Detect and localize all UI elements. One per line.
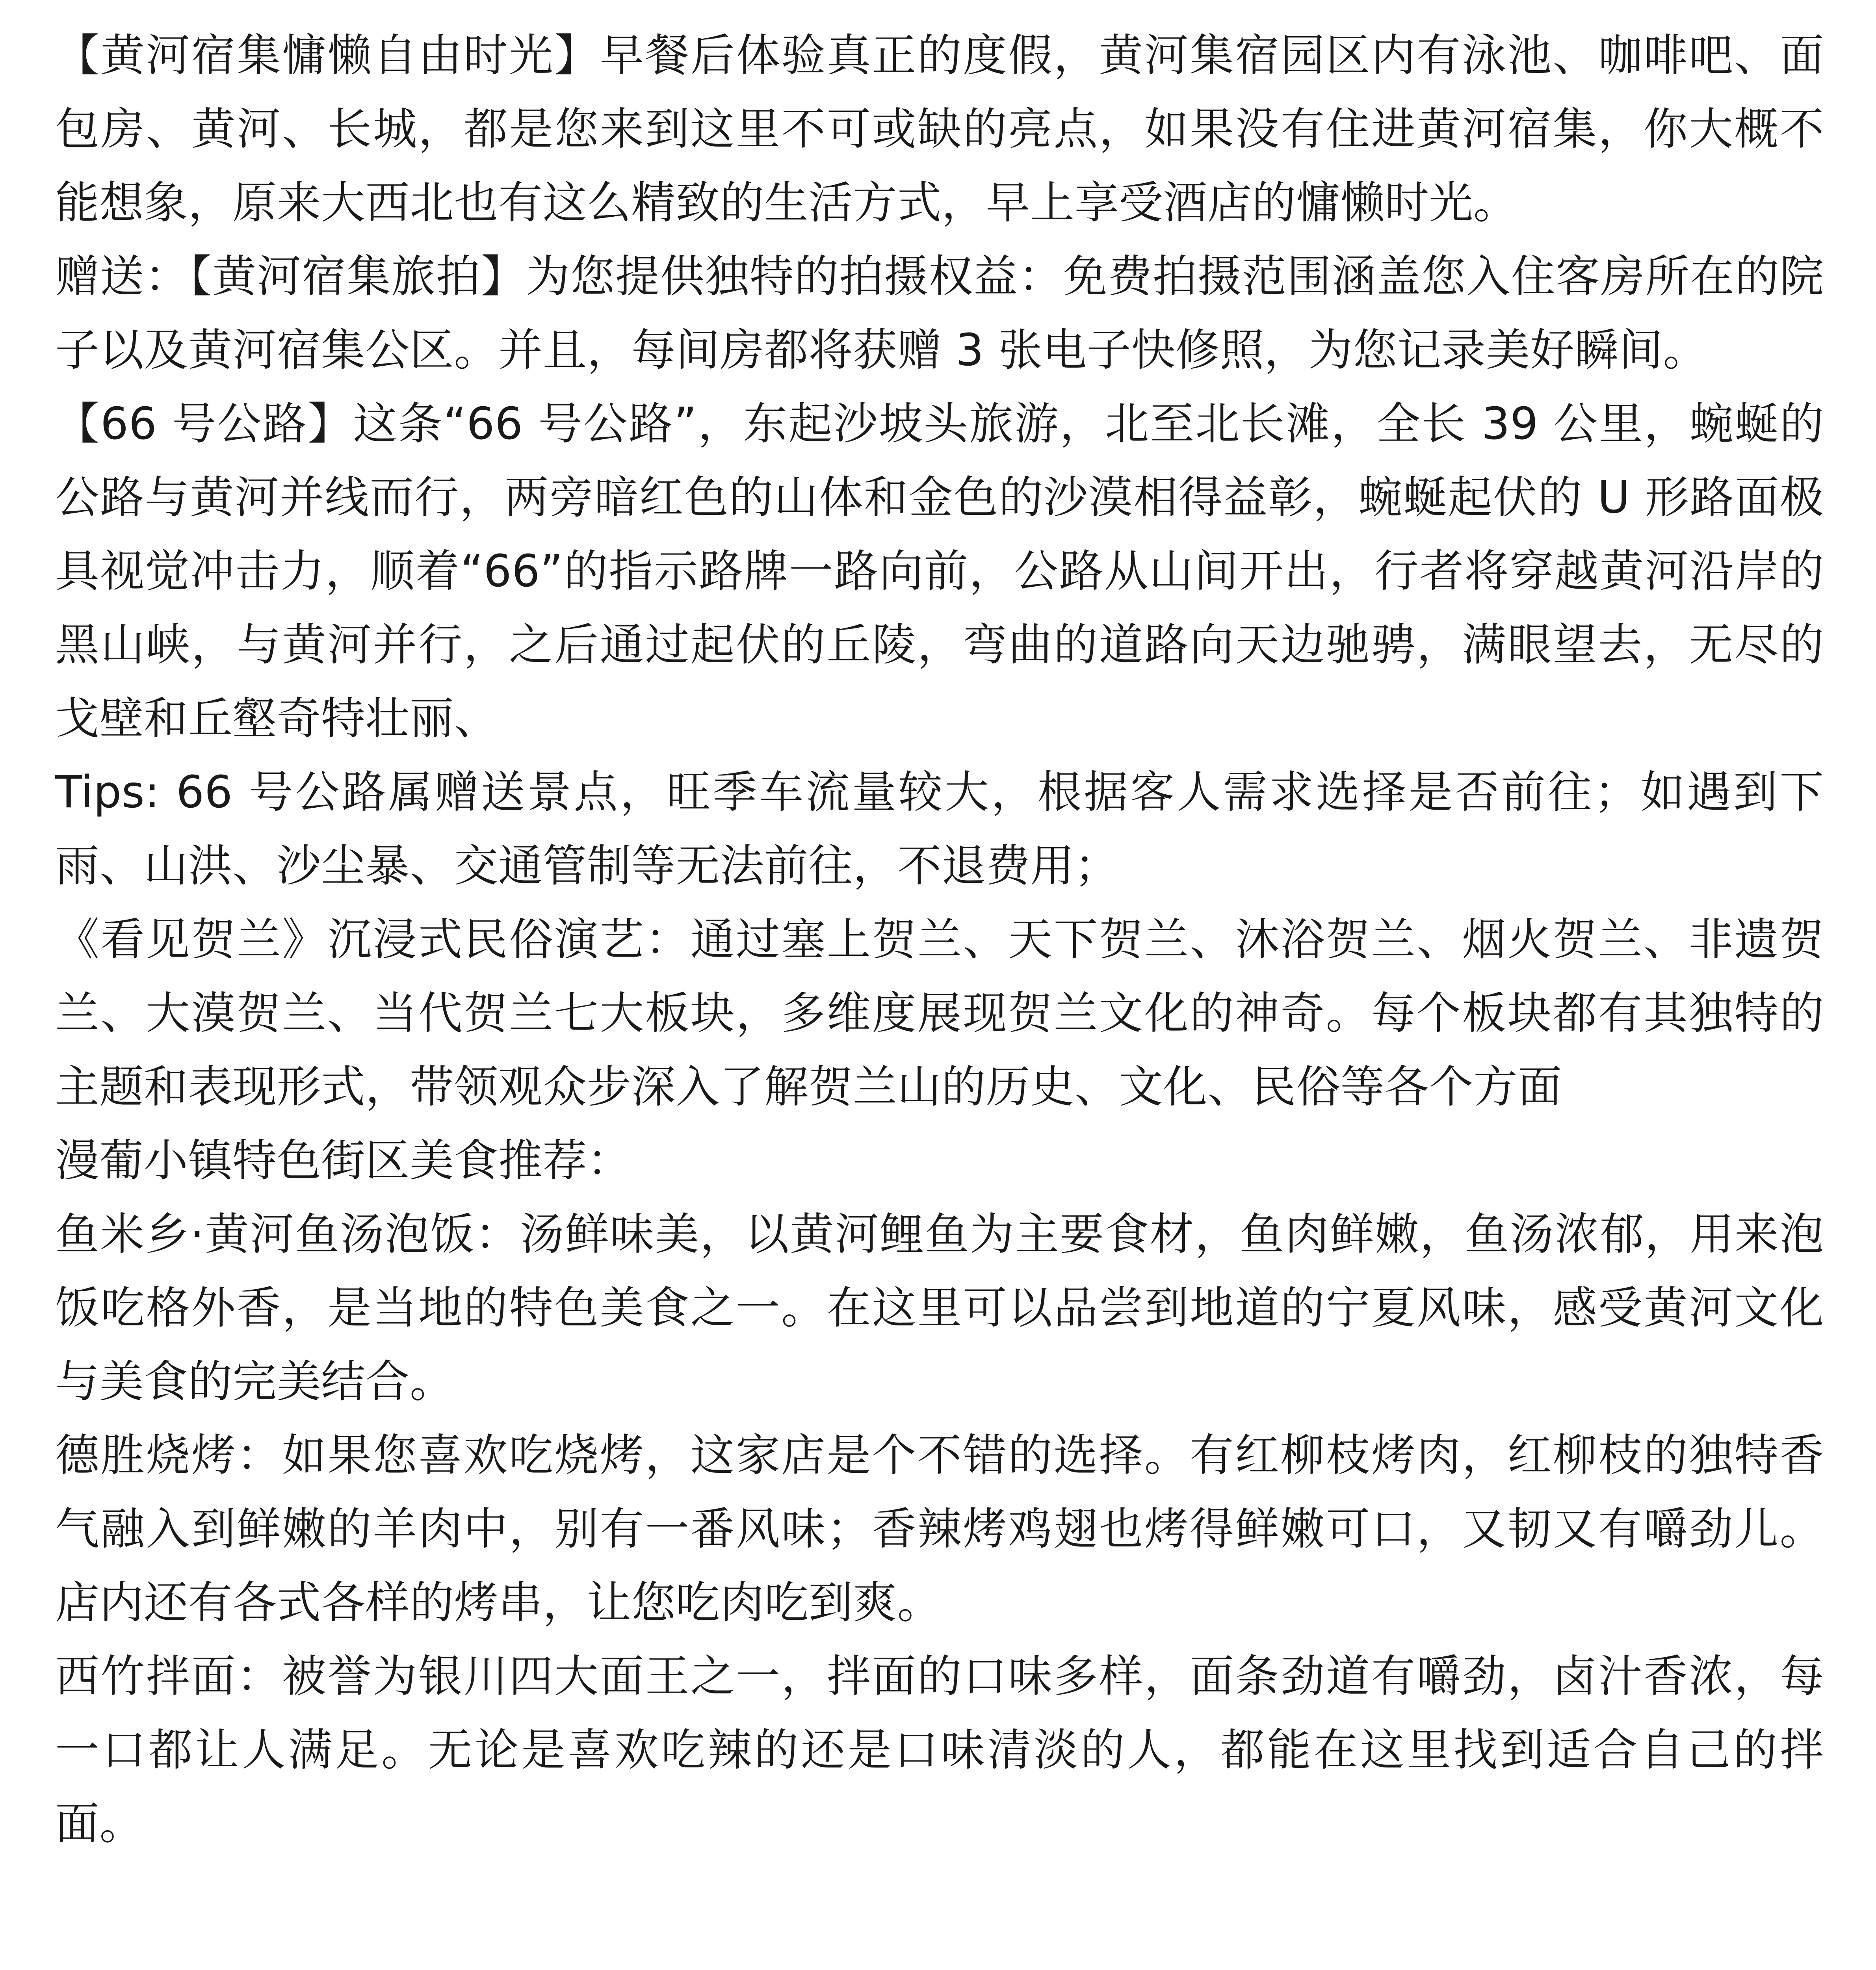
- paragraph-xizhu-noodles: 西竹拌面：被誉为银川四大面王之一，拌面的口味多样，面条劲道有嚼劲，卤汁香浓，每一口都让人满足。无论是喜欢吃辣的还是口味清淡的人，都能在这里找到适合自己的拌面。: [55, 1651, 1824, 1849]
- paragraph-route-66: 【66 号公路】这条“66 号公路”，东起沙坡头旅游，北至北长滩，全长 39 公里，蜿蜒的公路与黄河并线而行，两旁暗红色的山体和金色的沙漠相得益彰，蜿蜒起伏的 U 形路面极具视觉冲击力，顺着“66”的指示路牌一路向前，公路从山间开出，行者将穿越黄河沿岸的黑山峡，与黄河并行，之后通过起伏的丘陵，弯曲的道路向天边驰骋，满眼望去，无尽的戈壁和丘壑奇特壮丽、: [55, 398, 1824, 744]
- document-body: [55, 19, 1824, 1861]
- paragraph-fish-soup-rice: 鱼米乡·黄河鱼汤泡饭：汤鲜味美，以黄河鲤鱼为主要食材，鱼肉鲜嫩，鱼汤浓郁，用来泡饭吃格外香，是当地的特色美食之一。在这里可以品尝到地道的宁夏风味，感受黄河文化与美食的完美结合。: [55, 1209, 1824, 1407]
- paragraph-yellow-river-leisure: 【黄河宿集慵懒自由时光】早餐后体验真正的度假，黄河集宿园区内有泳池、咖啡吧、面包房、黄河、长城，都是您来到这里不可或缺的亮点，如果没有住进黄河宿集，你大概不能想象，原来大西北也有这么精致的生活方式，早上享受酒店的慵懒时光。: [55, 30, 1824, 229]
- paragraph-desheng-bbq: 德胜烧烤：如果您喜欢吃烧烤，这家店是个不错的选择。有红柳枝烤肉，红柳枝的独特香气融入到鲜嫩的羊肉中，别有一番风味；香辣烤鸡翅也烤得鲜嫩可口，又韧又有嚼劲儿。店内还有各式各样的烤串，让您吃肉吃到爽。: [55, 1430, 1824, 1628]
- paragraph-travel-photo-gift: 赠送：【黄河宿集旅拍】为您提供独特的拍摄权益：免费拍摄范围涵盖您入住客房所在的院子以及黄河宿集公区。并且，每间房都将获赠 3 张电子快修照，为您记录美好瞬间。: [55, 251, 1824, 376]
- paragraph-food-heading: 漫葡小镇特色街区美食推荐：: [55, 1135, 632, 1186]
- paragraph-helan-performance: 《看见贺兰》沉浸式民俗演艺：通过塞上贺兰、天下贺兰、沐浴贺兰、烟火贺兰、非遗贺兰、大漠贺兰、当代贺兰七大板块，多维度展现贺兰文化的神奇。每个板块都有其独特的主题和表现形式，带领观众步深入了解贺兰山的历史、文化、民俗等各个方面: [55, 914, 1824, 1113]
- paragraph-route-66-tips: Tips: 66 号公路属赠送景点，旺季车流量较大，根据客人需求选择是否前往；如遇到下雨、山洪、沙尘暴、交通管制等无法前往，不退费用；: [55, 767, 1824, 892]
